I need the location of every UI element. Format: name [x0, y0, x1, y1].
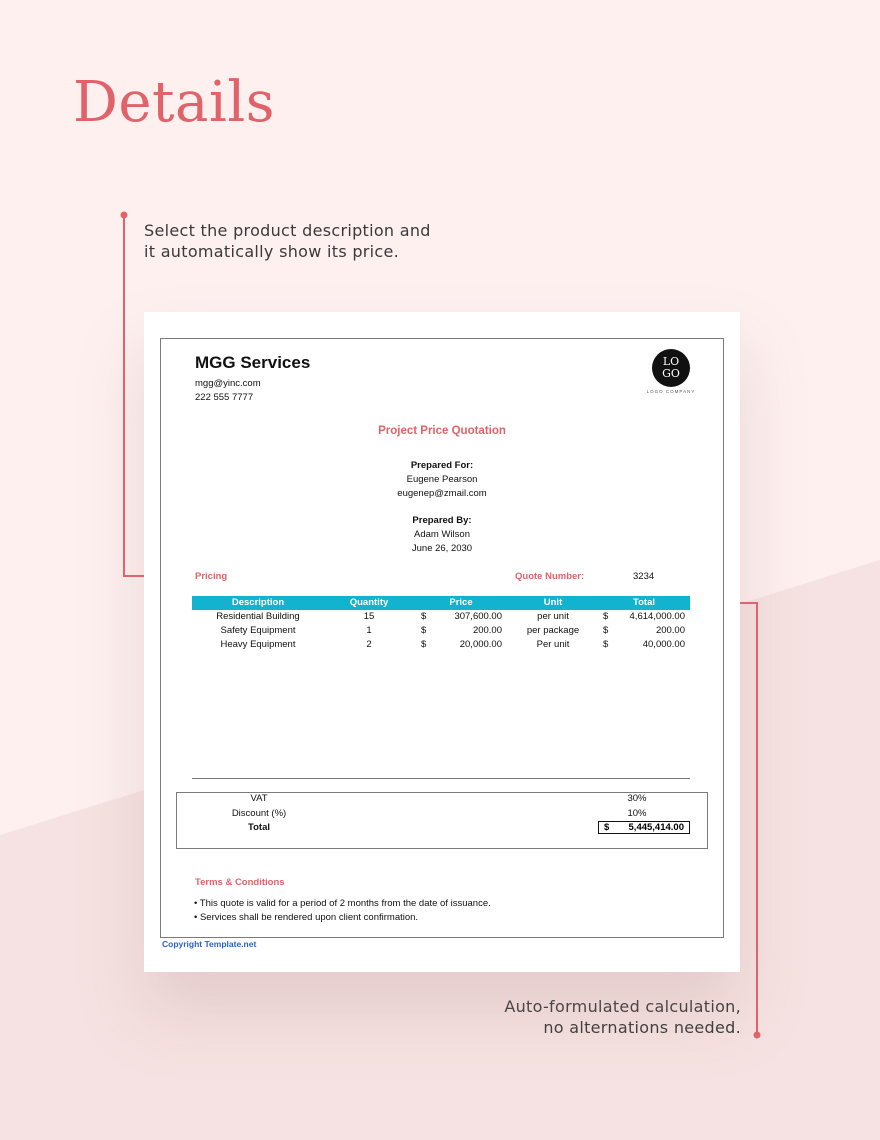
company-name: MGG Services — [195, 353, 311, 372]
total-currency: $ — [603, 639, 609, 650]
price-currency: $ — [421, 611, 427, 622]
row-total: 200.00 — [655, 625, 685, 636]
header-quantity: Quantity — [349, 597, 389, 608]
header-unit: Unit — [543, 597, 563, 608]
row-price: 200.00 — [472, 625, 502, 636]
document-title: Project Price Quotation — [378, 425, 506, 437]
table-row — [192, 610, 690, 624]
row-quantity[interactable]: 2 — [366, 639, 372, 650]
row-price: 307,600.00 — [454, 611, 502, 622]
grand-total-box — [598, 821, 690, 834]
quote-number-label: Quote Number: — [515, 571, 585, 582]
prepared-by: Prepared By: Adam Wilson June 26, 2030 — [411, 515, 473, 554]
copyright-text: Copyright Template.net — [162, 939, 257, 949]
callout-select-description: Select the product description and it automatically show its price. — [144, 221, 431, 261]
grand-total-currency: $ — [604, 822, 610, 833]
grand-total-value: 5,445,414.00 — [628, 822, 684, 833]
row-total: 40,000.00 — [642, 639, 685, 650]
total-currency: $ — [603, 611, 609, 622]
terms-heading: Terms & Conditions — [195, 877, 285, 888]
vat-value[interactable]: 30% — [627, 793, 647, 804]
row-unit: Per unit — [536, 639, 570, 650]
row-unit: per unit — [537, 611, 569, 622]
header-total: Total — [633, 597, 655, 608]
company-email: mgg@yinc.com — [195, 378, 261, 389]
price-currency: $ — [421, 639, 427, 650]
quote-number: 3234 — [633, 571, 655, 582]
quotation-frame — [160, 338, 724, 938]
price-currency: $ — [421, 625, 427, 636]
row-description[interactable]: Residential Building — [216, 611, 300, 622]
header-description: Description — [231, 597, 285, 608]
table-row — [192, 624, 690, 638]
row-description[interactable]: Heavy Equipment — [220, 639, 296, 650]
vat-label: VAT — [250, 793, 268, 804]
callout-auto-calculation: Auto-formulated calculation, no alternations needed. — [504, 997, 741, 1037]
pricing-table-header — [192, 596, 690, 610]
row-quantity[interactable]: 15 — [363, 611, 375, 622]
pricing-label: Pricing — [195, 571, 228, 582]
discount-value[interactable]: 10% — [627, 808, 647, 819]
quotation-sheet — [144, 312, 740, 972]
row-quantity[interactable]: 1 — [366, 625, 372, 636]
table-row — [192, 638, 690, 652]
total-currency: $ — [603, 625, 609, 636]
discount-label: Discount (%) — [231, 808, 287, 819]
terms-item: • Services shall be rendered upon client confirmation. — [194, 912, 419, 923]
company-logo: LO GO — [652, 349, 690, 387]
summary-box — [176, 792, 708, 849]
header-price: Price — [449, 597, 473, 608]
terms-item: • This quote is valid for a period of 2 months from the date of issuance. — [194, 898, 491, 909]
total-label: Total — [248, 822, 270, 833]
table-divider — [192, 778, 690, 779]
row-description[interactable]: Safety Equipment — [220, 625, 296, 636]
logo-caption: LOGO COMPANY — [646, 389, 696, 394]
company-phone: 222 555 7777 — [195, 392, 254, 403]
row-total: 4,614,000.00 — [629, 611, 685, 622]
row-price: 20,000.00 — [459, 639, 502, 650]
prepared-for: Prepared For: Eugene Pearson eugenep@zmail.com — [397, 460, 487, 499]
page-heading: Details — [73, 70, 275, 135]
row-unit: per package — [526, 625, 580, 636]
